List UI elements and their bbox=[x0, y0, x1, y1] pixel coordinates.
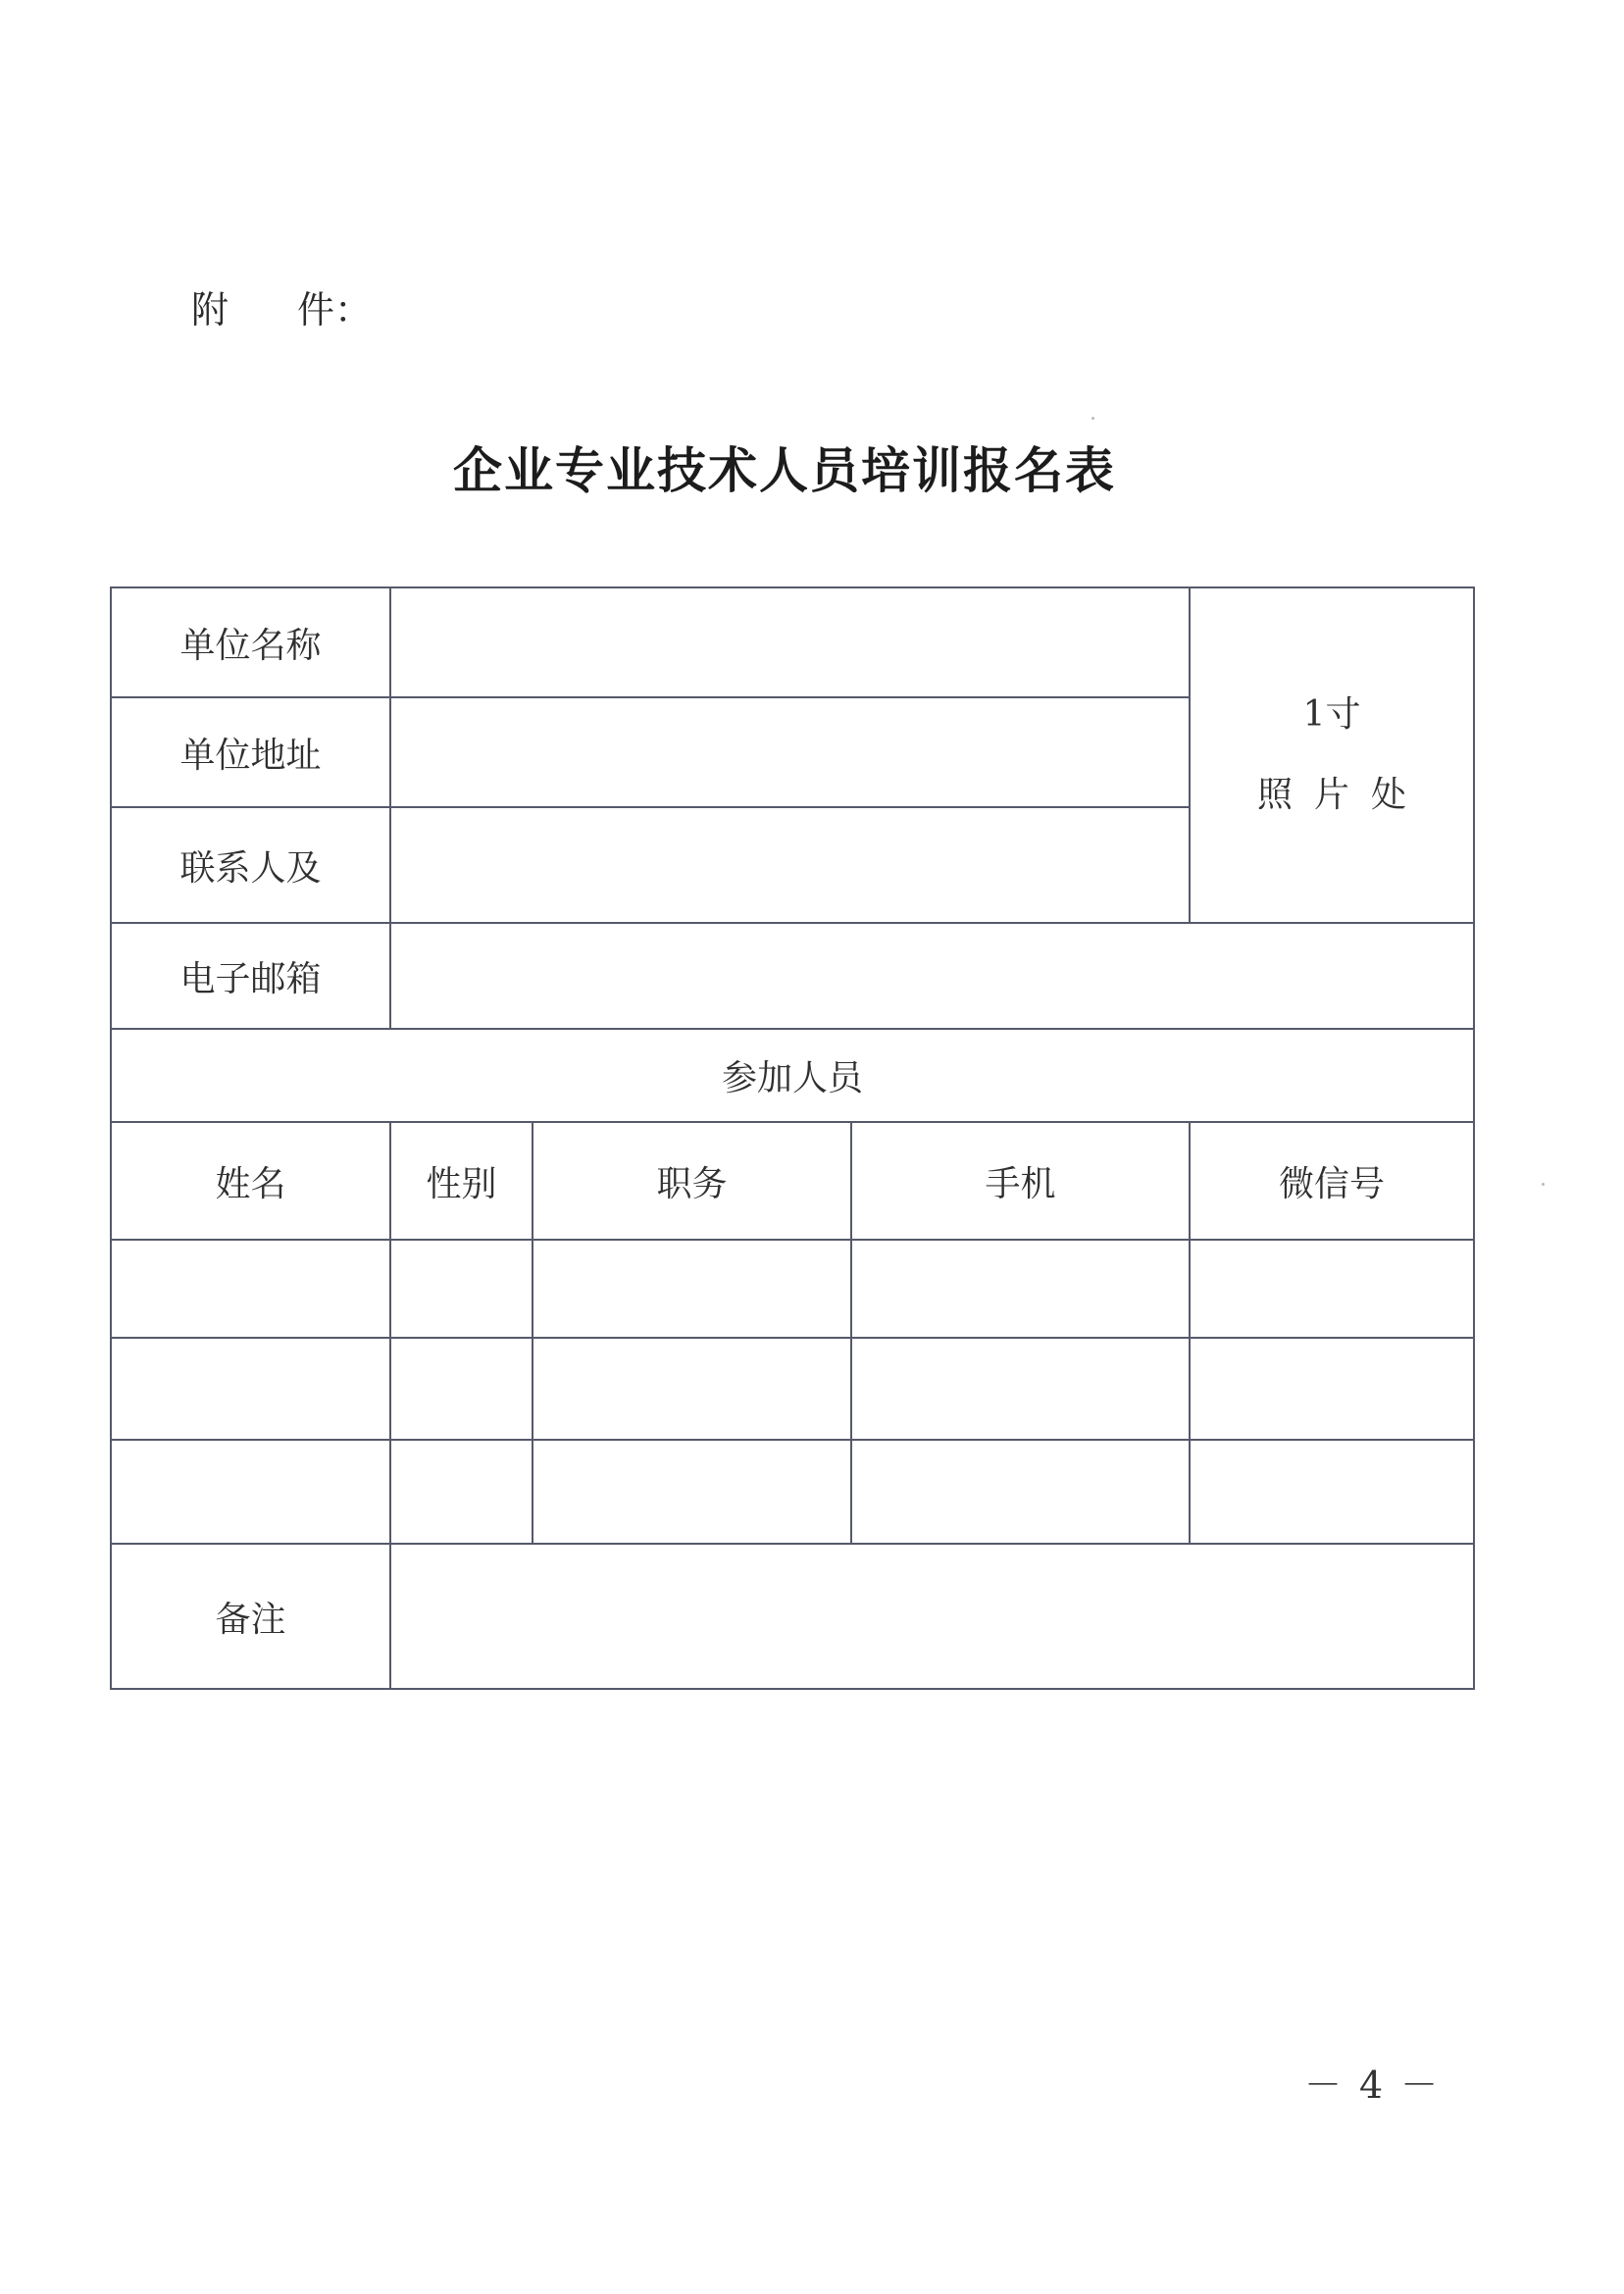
scan-speck bbox=[1542, 1183, 1545, 1186]
attachment-suffix: 件： bbox=[297, 288, 373, 331]
email-label: 电子邮箱 bbox=[111, 923, 390, 1029]
participant-wechat-cell[interactable] bbox=[1190, 1338, 1474, 1440]
participant-position-cell[interactable] bbox=[533, 1240, 851, 1338]
participant-position-cell[interactable] bbox=[533, 1440, 851, 1544]
participant-row bbox=[111, 1440, 1474, 1544]
participants-section-row bbox=[111, 1029, 1474, 1122]
unit-address-label: 单位地址 bbox=[111, 697, 390, 807]
email-row bbox=[111, 923, 1474, 1029]
photo-location-text: 照片处 bbox=[1257, 775, 1429, 815]
column-header-mobile: 手机 bbox=[851, 1122, 1190, 1240]
unit-name-row bbox=[111, 587, 1474, 697]
remarks-row bbox=[111, 1544, 1474, 1689]
attachment-label bbox=[191, 280, 372, 333]
unit-name-field[interactable] bbox=[390, 587, 1190, 697]
participant-gender-cell[interactable] bbox=[390, 1440, 533, 1544]
participant-wechat-cell[interactable] bbox=[1190, 1440, 1474, 1544]
column-header-name: 姓名 bbox=[111, 1122, 390, 1240]
participants-header-row bbox=[111, 1122, 1474, 1240]
participant-name-cell[interactable] bbox=[111, 1338, 390, 1440]
photo-size-text: 1寸 bbox=[1302, 694, 1361, 735]
participant-name-cell[interactable] bbox=[111, 1440, 390, 1544]
participant-gender-cell[interactable] bbox=[390, 1338, 533, 1440]
participant-mobile-cell[interactable] bbox=[851, 1440, 1190, 1544]
participant-name-cell[interactable] bbox=[111, 1240, 390, 1338]
participant-position-cell[interactable] bbox=[533, 1338, 851, 1440]
registration-form-table bbox=[110, 586, 1475, 1690]
column-header-gender: 性别 bbox=[390, 1122, 533, 1240]
form-title: 企业专业技术人员培训报名表 bbox=[453, 442, 1116, 499]
scan-speck bbox=[1091, 417, 1094, 420]
unit-address-field[interactable] bbox=[390, 697, 1190, 807]
page-number: －4－ bbox=[1304, 2064, 1456, 2107]
attachment-prefix: 附 bbox=[191, 288, 229, 331]
photo-placeholder bbox=[1190, 587, 1474, 923]
column-header-position: 职务 bbox=[533, 1122, 851, 1240]
remarks-field[interactable] bbox=[390, 1544, 1474, 1689]
email-field[interactable] bbox=[390, 923, 1474, 1029]
participant-mobile-cell[interactable] bbox=[851, 1240, 1190, 1338]
participant-row bbox=[111, 1338, 1474, 1440]
participant-wechat-cell[interactable] bbox=[1190, 1240, 1474, 1338]
contact-field[interactable] bbox=[390, 807, 1190, 923]
participant-row bbox=[111, 1240, 1474, 1338]
column-header-wechat: 微信号 bbox=[1190, 1122, 1474, 1240]
participants-section-label: 参加人员 bbox=[111, 1029, 1474, 1122]
participant-gender-cell[interactable] bbox=[390, 1240, 533, 1338]
unit-name-label: 单位名称 bbox=[111, 587, 390, 697]
contact-label: 联系人及 bbox=[111, 807, 390, 923]
participant-mobile-cell[interactable] bbox=[851, 1338, 1190, 1440]
remarks-label: 备注 bbox=[111, 1544, 390, 1689]
